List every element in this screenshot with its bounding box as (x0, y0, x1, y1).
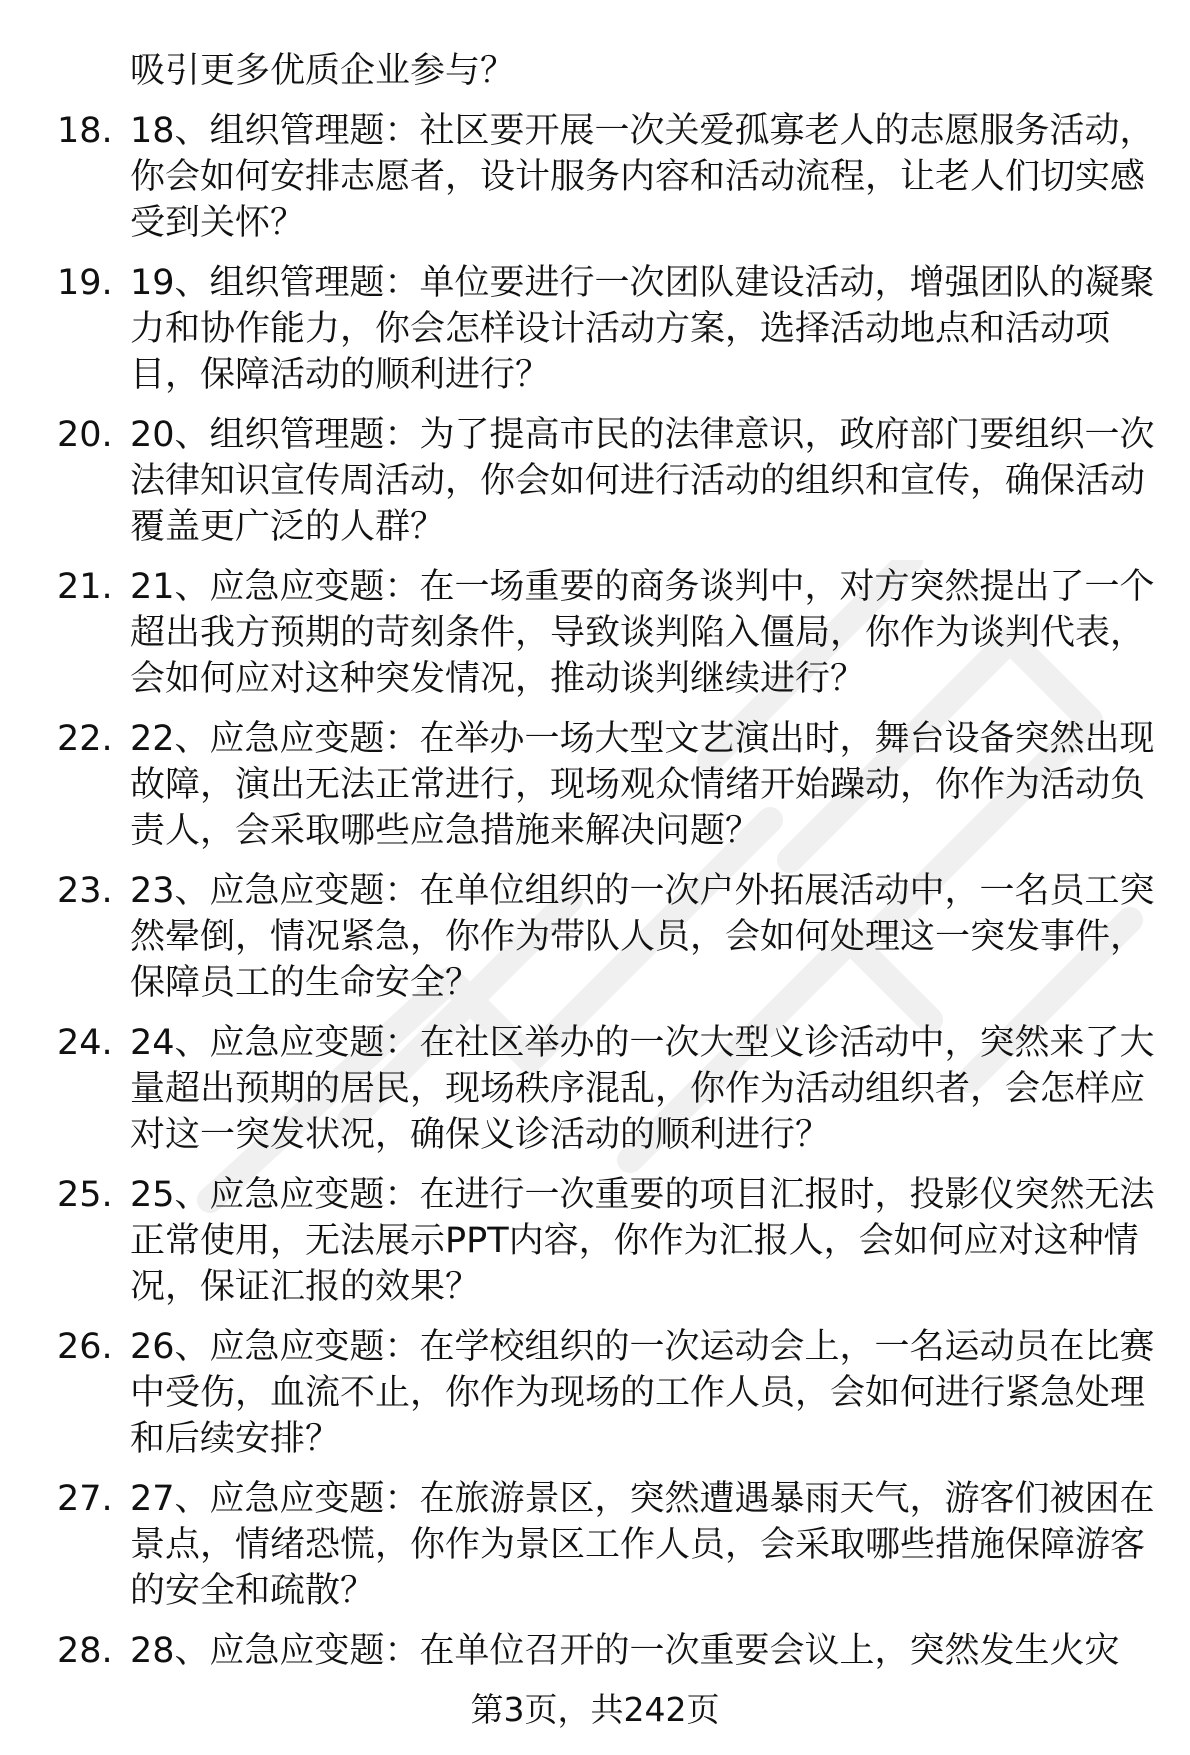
item-number: 26. (57, 1327, 113, 1367)
item-number: 22. (57, 719, 113, 759)
question-list (0, 108, 1190, 1674)
item-number: 18. (57, 111, 113, 151)
item-number: 24. (57, 1023, 113, 1063)
item-number: 19. (57, 263, 113, 303)
list-item (0, 716, 1160, 854)
item-number: 25. (57, 1175, 113, 1215)
list-item (0, 260, 1160, 398)
list-item (0, 1172, 1160, 1310)
item-text: 28、应急应变题：在单位召开的一次重要会议上，突然发生火灾 (130, 1631, 1120, 1671)
list-item (0, 1324, 1160, 1462)
list-item (0, 1628, 1160, 1674)
item-text: 23、应急应变题：在单位组织的一次户外拓展活动中，一名员工突然晕倒，情况紧急，你作为带队人员，会如何处理这一突发事件，保障员工的生命安全？ (130, 871, 1155, 1003)
item-text: 27、应急应变题：在旅游景区，突然遭遇暴雨天气，游客们被困在景点，情绪恐慌，你作为景区工作人员，会采取哪些措施保障游客的安全和疏散？ (130, 1479, 1155, 1611)
item-text: 21、应急应变题：在一场重要的商务谈判中，对方突然提出了一个超出我方预期的苛刻条件，导致谈判陷入僵局，你作为谈判代表，会如何应对这种突发情况，推动谈判继续进行？ (130, 567, 1155, 699)
item-number: 27. (57, 1479, 113, 1519)
list-item (0, 412, 1160, 550)
list-item (0, 1476, 1160, 1614)
item-text: 18、组织管理题：社区要开展一次关爱孤寡老人的志愿服务活动，你会如何安排志愿者，设计服务内容和活动流程，让老人们切实感受到关怀？ (130, 111, 1155, 243)
item-text: 22、应急应变题：在举办一场大型文艺演出时，舞台设备突然出现故障，演出无法正常进行，现场观众情绪开始躁动，你作为活动负责人，会采取哪些应急措施来解决问题？ (130, 719, 1155, 851)
document-body (0, 48, 1190, 1688)
item-text: 20、组织管理题：为了提高市民的法律意识，政府部门要组织一次法律知识宣传周活动，你会如何进行活动的组织和宣传，确保活动覆盖更广泛的人群？ (130, 415, 1155, 547)
item-number: 23. (57, 871, 113, 911)
carry-over-line: 吸引更多优质企业参与？ (130, 51, 516, 91)
list-item (0, 108, 1160, 246)
item-text: 24、应急应变题：在社区举办的一次大型义诊活动中，突然来了大量超出预期的居民，现场秩序混乱，你作为活动组织者，会怎样应对这一突发状况，确保义诊活动的顺利进行？ (130, 1023, 1155, 1155)
page-footer: 第3页，共242页 (470, 1690, 720, 1729)
item-number: 20. (57, 415, 113, 455)
item-text: 26、应急应变题：在学校组织的一次运动会上，一名运动员在比赛中受伤，血流不止，你作为现场的工作人员，会如何进行紧急处理和后续安排？ (130, 1327, 1155, 1459)
list-item (0, 564, 1160, 702)
list-item (0, 868, 1160, 1006)
item-number: 21. (57, 567, 113, 607)
item-text: 19、组织管理题：单位要进行一次团队建设活动，增强团队的凝聚力和协作能力，你会怎样设计活动方案，选择活动地点和活动项目，保障活动的顺利进行？ (130, 263, 1155, 395)
list-item (0, 1020, 1160, 1158)
item-text: 25、应急应变题：在进行一次重要的项目汇报时，投影仪突然无法正常使用，无法展示PPT内容，你作为汇报人，会如何应对这种情况，保证汇报的效果？ (130, 1175, 1155, 1307)
item-number: 28. (57, 1631, 113, 1671)
